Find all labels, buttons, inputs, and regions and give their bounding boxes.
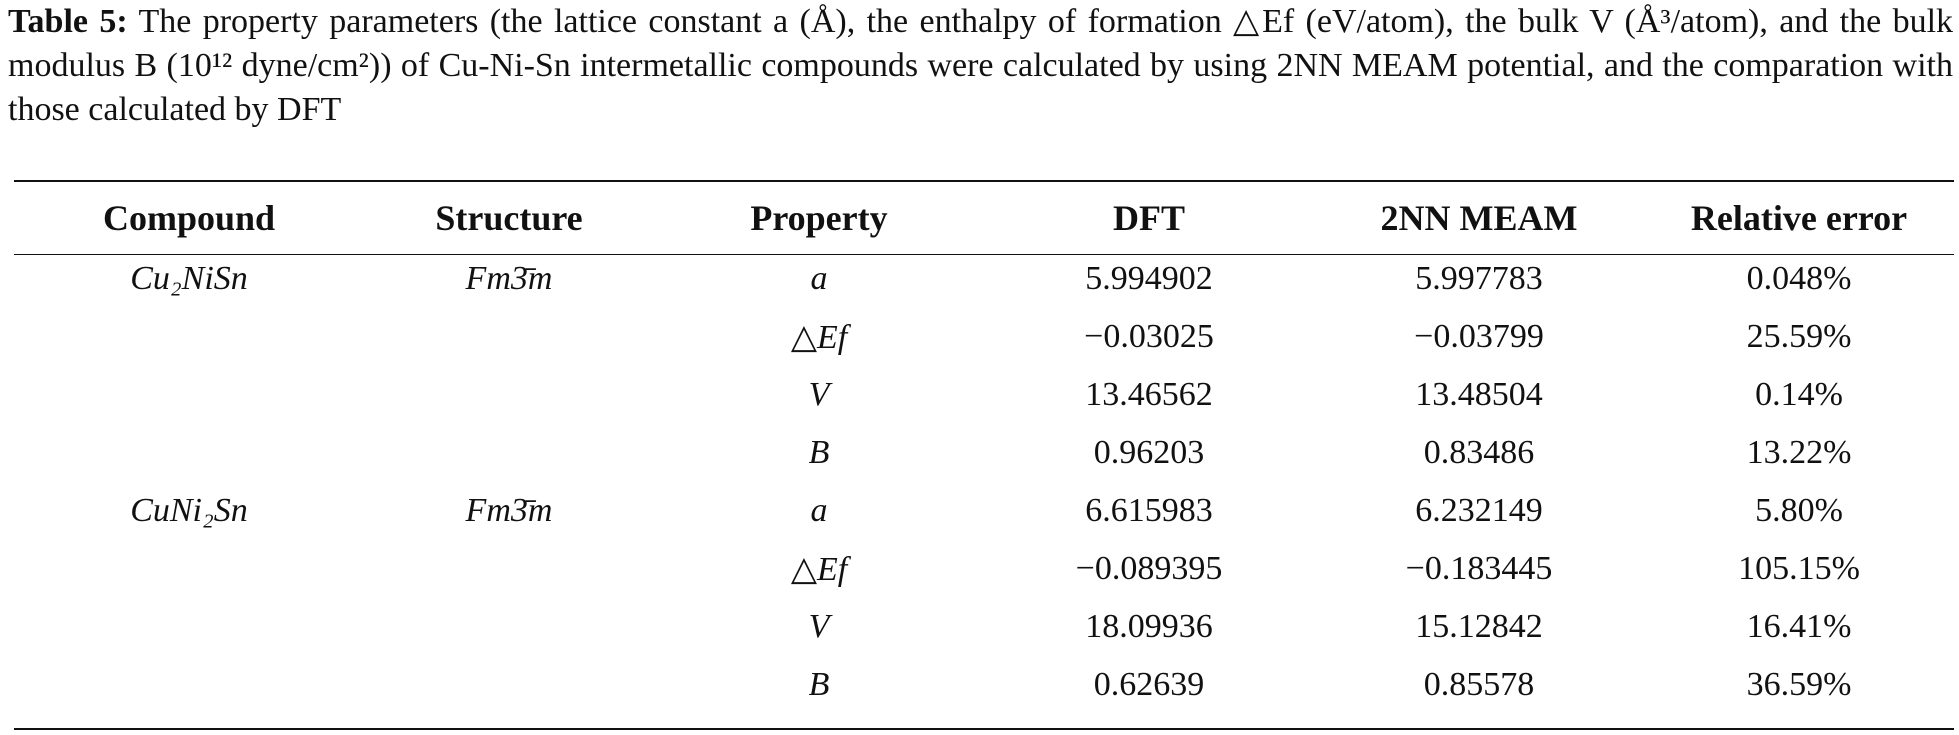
cell-relative-error: 0.048% <box>1746 260 1852 297</box>
cell-structure <box>364 598 654 656</box>
cell-2nn-meam: 13.48504 <box>1415 376 1543 413</box>
cell-compound <box>14 540 364 598</box>
cell-relative-error: 105.15% <box>1738 550 1860 587</box>
cell-property: a <box>810 260 828 297</box>
cell-structure <box>364 540 654 598</box>
header-dft: DFT <box>1113 198 1185 238</box>
cell-compound: Cu₂NiSn <box>130 260 248 297</box>
cell-structure <box>364 424 654 482</box>
table-row <box>14 656 1954 714</box>
header-compound: Compound <box>102 198 276 238</box>
cell-compound <box>14 598 364 656</box>
cell-relative-error: 36.59% <box>1746 666 1852 703</box>
cell-dft: 6.615983 <box>1085 492 1213 529</box>
table-row <box>14 308 1954 366</box>
table-bottom-rule <box>14 728 1954 730</box>
cell-2nn-meam: 15.12842 <box>1415 608 1543 645</box>
caption-text: The property parameters (the lattice constant a (Å), the enthalpy of formation △Ef (eV/atom), the bulk V (Å³/atom), and the bulk modulus B (10¹² dyne/cm²)) of Cu-Ni-Sn intermetallic compounds were calculated by using 2NN MEAM potential, and the comparation with those calculated by DFT <box>8 3 1954 128</box>
table-row <box>14 598 1954 656</box>
cell-dft: 13.46562 <box>1085 376 1213 413</box>
cell-relative-error: 0.14% <box>1755 376 1843 413</box>
cell-2nn-meam: −0.03799 <box>1414 318 1544 355</box>
cell-structure: Fm3̄m <box>465 260 553 297</box>
cell-property: V <box>808 376 830 413</box>
cell-2nn-meam: 5.997783 <box>1415 260 1543 297</box>
table-row <box>14 424 1954 482</box>
cell-structure <box>364 308 654 366</box>
cell-property: a <box>810 492 828 529</box>
cell-compound <box>14 308 364 366</box>
results-table <box>14 186 1954 714</box>
cell-relative-error: 25.59% <box>1746 318 1852 355</box>
cell-compound <box>14 366 364 424</box>
cell-compound: CuNi₂Sn <box>130 492 248 529</box>
table-row <box>14 540 1954 598</box>
table-row <box>14 366 1954 424</box>
cell-compound <box>14 424 364 482</box>
cell-dft: 0.62639 <box>1093 666 1205 703</box>
table-caption <box>8 0 1953 132</box>
cell-2nn-meam: −0.183445 <box>1405 550 1553 587</box>
cell-property: B <box>808 666 830 703</box>
table-row <box>14 250 1954 308</box>
cell-2nn-meam: 6.232149 <box>1415 492 1543 529</box>
cell-property: V <box>808 608 830 645</box>
cell-relative-error: 5.80% <box>1755 492 1843 529</box>
cell-structure <box>364 366 654 424</box>
table-header-row <box>14 186 1954 250</box>
header-property: Property <box>750 198 888 238</box>
cell-dft: 0.96203 <box>1093 434 1205 471</box>
cell-dft: 5.994902 <box>1085 260 1213 297</box>
cell-relative-error: 13.22% <box>1746 434 1852 471</box>
table-top-rule <box>14 180 1954 182</box>
cell-2nn-meam: 0.85578 <box>1423 666 1535 703</box>
caption-label: Table 5: <box>8 3 128 40</box>
cell-structure <box>364 656 654 714</box>
cell-property: △Ef <box>790 319 848 356</box>
cell-dft: −0.089395 <box>1075 550 1223 587</box>
header-2nn-meam: 2NN MEAM <box>1380 198 1578 238</box>
table-row <box>14 482 1954 540</box>
cell-structure: Fm3̄m <box>465 492 553 529</box>
cell-property: △Ef <box>790 551 848 588</box>
cell-property: B <box>808 434 830 471</box>
cell-2nn-meam: 0.83486 <box>1423 434 1535 471</box>
header-structure: Structure <box>435 198 583 238</box>
cell-dft: 18.09936 <box>1085 608 1213 645</box>
cell-compound <box>14 656 364 714</box>
header-relative-error: Relative error <box>1690 198 1908 238</box>
cell-dft: −0.03025 <box>1084 318 1214 355</box>
cell-relative-error: 16.41% <box>1746 608 1852 645</box>
